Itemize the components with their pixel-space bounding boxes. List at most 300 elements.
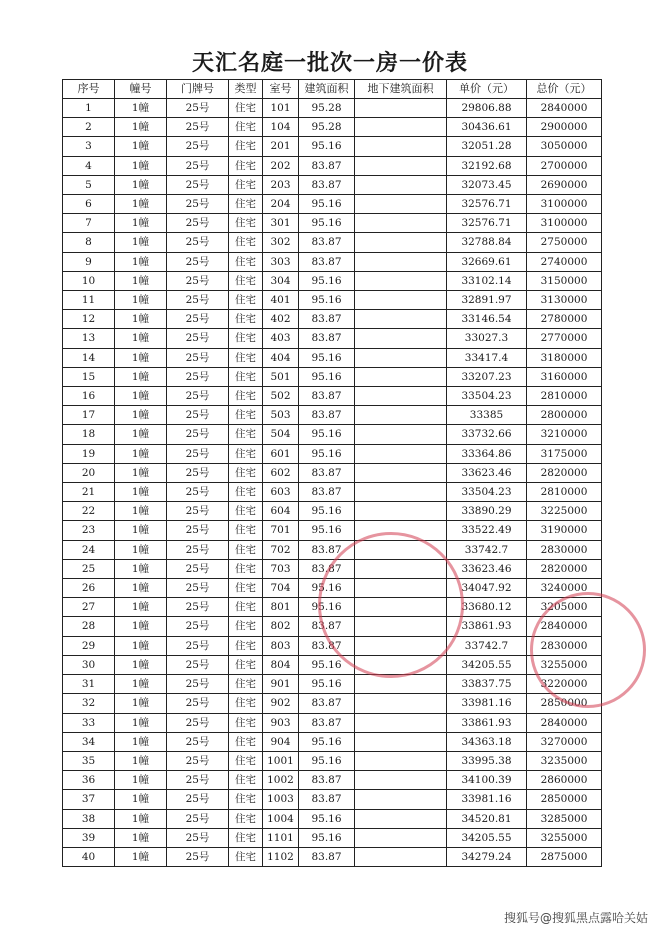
table-cell: 33364.86 xyxy=(447,444,527,463)
table-cell xyxy=(355,367,447,386)
table-cell: 32051.28 xyxy=(447,137,527,156)
table-cell: 95.16 xyxy=(299,675,355,694)
table-cell: 14 xyxy=(63,348,115,367)
table-row xyxy=(63,751,602,770)
table-cell: 住宅 xyxy=(229,771,263,790)
table-cell: 32891.97 xyxy=(447,291,527,310)
table-cell: 95.16 xyxy=(299,655,355,674)
table-cell: 34205.55 xyxy=(447,655,527,674)
table-cell: 25号 xyxy=(167,425,229,444)
table-cell: 2800000 xyxy=(527,406,602,425)
table-cell: 704 xyxy=(263,579,299,598)
table-cell: 33207.23 xyxy=(447,367,527,386)
table-row xyxy=(63,483,602,502)
table-cell xyxy=(355,348,447,367)
table-cell: 30436.61 xyxy=(447,118,527,137)
table-cell: 住宅 xyxy=(229,348,263,367)
table-cell: 住宅 xyxy=(229,214,263,233)
table-cell: 25号 xyxy=(167,252,229,271)
table-cell xyxy=(355,809,447,828)
table-cell: 32 xyxy=(63,694,115,713)
table-cell: 202 xyxy=(263,156,299,175)
table-cell: 住宅 xyxy=(229,713,263,732)
table-row xyxy=(63,579,602,598)
table-cell: 803 xyxy=(263,636,299,655)
table-body xyxy=(63,99,602,867)
table-cell: 33623.46 xyxy=(447,463,527,482)
table-cell: 83.87 xyxy=(299,252,355,271)
table-cell: 33890.29 xyxy=(447,502,527,521)
table-cell: 33732.66 xyxy=(447,425,527,444)
table-cell: 1幢 xyxy=(115,655,167,674)
table-cell: 95.16 xyxy=(299,214,355,233)
table-row xyxy=(63,406,602,425)
table-cell: 住宅 xyxy=(229,463,263,482)
table-cell: 25号 xyxy=(167,214,229,233)
table-cell: 19 xyxy=(63,444,115,463)
table-cell: 2 xyxy=(63,118,115,137)
table-cell: 3 xyxy=(63,137,115,156)
table-cell: 25号 xyxy=(167,387,229,406)
table-cell: 3210000 xyxy=(527,425,602,444)
table-cell: 33417.4 xyxy=(447,348,527,367)
table-cell: 7 xyxy=(63,214,115,233)
table-cell: 住宅 xyxy=(229,425,263,444)
table-cell: 3130000 xyxy=(527,291,602,310)
table-cell: 2690000 xyxy=(527,175,602,194)
table-cell: 2750000 xyxy=(527,233,602,252)
table-row xyxy=(63,790,602,809)
table-cell: 83.87 xyxy=(299,329,355,348)
table-cell: 12 xyxy=(63,310,115,329)
table-cell: 25号 xyxy=(167,771,229,790)
table-cell: 2830000 xyxy=(527,540,602,559)
table-cell: 3175000 xyxy=(527,444,602,463)
table-cell: 95.28 xyxy=(299,118,355,137)
table-cell: 904 xyxy=(263,732,299,751)
table-cell: 83.87 xyxy=(299,713,355,732)
table-cell: 22 xyxy=(63,502,115,521)
table-cell: 25号 xyxy=(167,348,229,367)
table-row xyxy=(63,444,602,463)
table-cell: 83.87 xyxy=(299,771,355,790)
table-cell: 1幢 xyxy=(115,732,167,751)
table-cell: 25号 xyxy=(167,809,229,828)
table-cell xyxy=(355,252,447,271)
table-cell: 902 xyxy=(263,694,299,713)
table-cell: 5 xyxy=(63,175,115,194)
table-cell: 83.87 xyxy=(299,175,355,194)
table-cell: 住宅 xyxy=(229,444,263,463)
table-cell: 住宅 xyxy=(229,483,263,502)
table-cell: 住宅 xyxy=(229,579,263,598)
table-cell: 住宅 xyxy=(229,252,263,271)
table-cell: 32788.84 xyxy=(447,233,527,252)
table-cell: 33837.75 xyxy=(447,675,527,694)
table-cell: 住宅 xyxy=(229,175,263,194)
table-cell: 1幢 xyxy=(115,809,167,828)
table-cell: 1幢 xyxy=(115,483,167,502)
table-cell: 33981.16 xyxy=(447,694,527,713)
table-cell: 33623.46 xyxy=(447,559,527,578)
table-cell: 24 xyxy=(63,540,115,559)
table-cell: 1幢 xyxy=(115,214,167,233)
table-cell: 6 xyxy=(63,195,115,214)
table-cell: 住宅 xyxy=(229,847,263,866)
table-cell: 25号 xyxy=(167,790,229,809)
column-header: 地下建筑面积 xyxy=(355,80,447,99)
table-cell: 8 xyxy=(63,233,115,252)
table-cell: 住宅 xyxy=(229,99,263,118)
table-cell: 83.87 xyxy=(299,310,355,329)
table-row xyxy=(63,329,602,348)
table-cell: 25号 xyxy=(167,675,229,694)
table-cell: 95.16 xyxy=(299,425,355,444)
table-cell: 1003 xyxy=(263,790,299,809)
table-row xyxy=(63,617,602,636)
table-cell: 25号 xyxy=(167,694,229,713)
table-cell: 3225000 xyxy=(527,502,602,521)
table-cell: 1幢 xyxy=(115,175,167,194)
table-cell: 3100000 xyxy=(527,195,602,214)
table-cell: 33861.93 xyxy=(447,617,527,636)
table-cell: 29806.88 xyxy=(447,99,527,118)
table-cell: 83.87 xyxy=(299,694,355,713)
column-header: 总价（元） xyxy=(527,80,602,99)
column-header: 建筑面积 xyxy=(299,80,355,99)
table-row xyxy=(63,118,602,137)
table-cell: 33981.16 xyxy=(447,790,527,809)
table-cell: 1幢 xyxy=(115,329,167,348)
table-cell xyxy=(355,790,447,809)
table-cell: 4 xyxy=(63,156,115,175)
table-cell: 25号 xyxy=(167,291,229,310)
table-cell: 住宅 xyxy=(229,137,263,156)
table-cell xyxy=(355,540,447,559)
table-cell: 33102.14 xyxy=(447,271,527,290)
table-cell xyxy=(355,310,447,329)
table-cell: 34520.81 xyxy=(447,809,527,828)
table-row xyxy=(63,502,602,521)
table-cell: 住宅 xyxy=(229,387,263,406)
table-cell: 3285000 xyxy=(527,809,602,828)
table-cell: 101 xyxy=(263,99,299,118)
table-cell: 2850000 xyxy=(527,694,602,713)
table-cell: 37 xyxy=(63,790,115,809)
table-cell: 1幢 xyxy=(115,233,167,252)
table-cell: 95.16 xyxy=(299,828,355,847)
table-cell: 38 xyxy=(63,809,115,828)
table-cell: 204 xyxy=(263,195,299,214)
table-cell: 33 xyxy=(63,713,115,732)
table-cell: 住宅 xyxy=(229,406,263,425)
table-cell xyxy=(355,732,447,751)
table-cell: 36 xyxy=(63,771,115,790)
table-cell: 95.16 xyxy=(299,348,355,367)
table-cell: 3220000 xyxy=(527,675,602,694)
table-row xyxy=(63,137,602,156)
table-cell: 1幢 xyxy=(115,99,167,118)
table-cell: 1幢 xyxy=(115,425,167,444)
table-cell: 95.16 xyxy=(299,367,355,386)
column-header: 门牌号 xyxy=(167,80,229,99)
table-row xyxy=(63,252,602,271)
table-cell: 1幢 xyxy=(115,367,167,386)
table-cell: 25号 xyxy=(167,329,229,348)
table-cell: 304 xyxy=(263,271,299,290)
table-cell: 95.16 xyxy=(299,291,355,310)
table-cell: 33680.12 xyxy=(447,598,527,617)
table-cell: 2860000 xyxy=(527,771,602,790)
table-row xyxy=(63,425,602,444)
table-row xyxy=(63,713,602,732)
table-cell: 83.87 xyxy=(299,156,355,175)
table-cell xyxy=(355,828,447,847)
table-cell: 39 xyxy=(63,828,115,847)
table-cell: 1幢 xyxy=(115,559,167,578)
table-cell xyxy=(355,387,447,406)
table-row xyxy=(63,521,602,540)
table-cell: 13 xyxy=(63,329,115,348)
table-cell xyxy=(355,444,447,463)
table-row xyxy=(63,233,602,252)
table-cell: 1幢 xyxy=(115,195,167,214)
table-cell: 住宅 xyxy=(229,271,263,290)
table-cell: 83.87 xyxy=(299,847,355,866)
column-header: 室号 xyxy=(263,80,299,99)
table-cell: 32576.71 xyxy=(447,195,527,214)
table-cell: 3240000 xyxy=(527,579,602,598)
table-cell xyxy=(355,271,447,290)
table-cell: 住宅 xyxy=(229,310,263,329)
table-cell: 34363.18 xyxy=(447,732,527,751)
table-row xyxy=(63,156,602,175)
table-cell: 2900000 xyxy=(527,118,602,137)
table-cell xyxy=(355,694,447,713)
table-cell: 25号 xyxy=(167,828,229,847)
table-cell: 35 xyxy=(63,751,115,770)
table-cell: 3270000 xyxy=(527,732,602,751)
table-cell: 25号 xyxy=(167,444,229,463)
table-cell: 503 xyxy=(263,406,299,425)
table-cell: 25号 xyxy=(167,636,229,655)
table-cell: 402 xyxy=(263,310,299,329)
table-cell: 104 xyxy=(263,118,299,137)
table-cell: 83.87 xyxy=(299,233,355,252)
table-cell: 95.16 xyxy=(299,751,355,770)
table-cell: 901 xyxy=(263,675,299,694)
table-cell: 住宅 xyxy=(229,233,263,252)
table-cell xyxy=(355,195,447,214)
table-cell: 1幢 xyxy=(115,790,167,809)
table-cell: 83.87 xyxy=(299,540,355,559)
table-cell: 21 xyxy=(63,483,115,502)
table-cell: 2700000 xyxy=(527,156,602,175)
table-cell: 3050000 xyxy=(527,137,602,156)
table-cell: 18 xyxy=(63,425,115,444)
table-cell: 1幢 xyxy=(115,847,167,866)
table-cell: 住宅 xyxy=(229,617,263,636)
table-cell: 20 xyxy=(63,463,115,482)
table-cell: 3205000 xyxy=(527,598,602,617)
table-cell xyxy=(355,771,447,790)
table-row xyxy=(63,828,602,847)
table-cell: 1幢 xyxy=(115,540,167,559)
table-cell: 住宅 xyxy=(229,367,263,386)
table-cell: 25号 xyxy=(167,617,229,636)
table-cell: 住宅 xyxy=(229,598,263,617)
table-cell: 25号 xyxy=(167,559,229,578)
column-header: 幢号 xyxy=(115,80,167,99)
table-cell: 25号 xyxy=(167,175,229,194)
table-row xyxy=(63,847,602,866)
table-cell: 83.87 xyxy=(299,617,355,636)
table-cell: 1幢 xyxy=(115,636,167,655)
table-cell: 32576.71 xyxy=(447,214,527,233)
table-cell: 903 xyxy=(263,713,299,732)
table-cell: 住宅 xyxy=(229,521,263,540)
table-cell: 2840000 xyxy=(527,617,602,636)
table-cell: 1101 xyxy=(263,828,299,847)
table-cell xyxy=(355,559,447,578)
table-cell: 95.16 xyxy=(299,579,355,598)
table-cell: 602 xyxy=(263,463,299,482)
table-cell: 603 xyxy=(263,483,299,502)
column-header: 序号 xyxy=(63,80,115,99)
table-row xyxy=(63,310,602,329)
table-cell: 31 xyxy=(63,675,115,694)
table-cell xyxy=(355,713,447,732)
table-cell xyxy=(355,233,447,252)
table-cell: 25号 xyxy=(167,521,229,540)
table-cell: 501 xyxy=(263,367,299,386)
table-cell: 801 xyxy=(263,598,299,617)
table-cell: 33861.93 xyxy=(447,713,527,732)
table-cell: 83.87 xyxy=(299,636,355,655)
table-cell: 26 xyxy=(63,579,115,598)
table-cell: 1幢 xyxy=(115,713,167,732)
table-cell: 601 xyxy=(263,444,299,463)
table-cell: 住宅 xyxy=(229,195,263,214)
table-cell: 3255000 xyxy=(527,828,602,847)
table-cell xyxy=(355,502,447,521)
table-cell: 95.16 xyxy=(299,444,355,463)
table-cell: 2840000 xyxy=(527,713,602,732)
table-row xyxy=(63,771,602,790)
table-cell: 33742.7 xyxy=(447,636,527,655)
table-cell: 33146.54 xyxy=(447,310,527,329)
table-cell: 25号 xyxy=(167,847,229,866)
table-cell: 25号 xyxy=(167,579,229,598)
table-cell: 25号 xyxy=(167,406,229,425)
table-cell xyxy=(355,463,447,482)
table-cell: 9 xyxy=(63,252,115,271)
table-cell: 33027.3 xyxy=(447,329,527,348)
table-row xyxy=(63,99,602,118)
table-cell: 1幢 xyxy=(115,521,167,540)
table-cell: 25号 xyxy=(167,233,229,252)
table-cell: 30 xyxy=(63,655,115,674)
table-cell: 802 xyxy=(263,617,299,636)
table-cell: 1幢 xyxy=(115,598,167,617)
table-cell: 95.16 xyxy=(299,502,355,521)
table-cell xyxy=(355,175,447,194)
table-cell: 1004 xyxy=(263,809,299,828)
table-cell xyxy=(355,521,447,540)
table-cell: 2740000 xyxy=(527,252,602,271)
table-cell: 住宅 xyxy=(229,540,263,559)
table-cell: 95.16 xyxy=(299,271,355,290)
table-cell: 1102 xyxy=(263,847,299,866)
table-cell: 25号 xyxy=(167,751,229,770)
table-cell: 住宅 xyxy=(229,828,263,847)
table-cell: 33995.38 xyxy=(447,751,527,770)
table-row xyxy=(63,463,602,482)
table-cell: 1幢 xyxy=(115,271,167,290)
column-header: 类型 xyxy=(229,80,263,99)
table-cell: 17 xyxy=(63,406,115,425)
table-cell xyxy=(355,636,447,655)
table-cell xyxy=(355,847,447,866)
table-cell: 25号 xyxy=(167,713,229,732)
table-cell: 25号 xyxy=(167,463,229,482)
table-cell: 32073.45 xyxy=(447,175,527,194)
table-cell: 302 xyxy=(263,233,299,252)
table-cell: 25号 xyxy=(167,156,229,175)
table-cell xyxy=(355,291,447,310)
price-table xyxy=(62,79,602,867)
table-cell: 95.16 xyxy=(299,195,355,214)
table-cell xyxy=(355,425,447,444)
table-cell: 11 xyxy=(63,291,115,310)
table-cell: 401 xyxy=(263,291,299,310)
table-row xyxy=(63,195,602,214)
table-cell: 33522.49 xyxy=(447,521,527,540)
table-cell: 15 xyxy=(63,367,115,386)
table-cell: 1幢 xyxy=(115,310,167,329)
table-cell xyxy=(355,655,447,674)
table-row xyxy=(63,732,602,751)
table-cell: 2830000 xyxy=(527,636,602,655)
table-cell: 28 xyxy=(63,617,115,636)
table-row xyxy=(63,175,602,194)
table-cell: 33504.23 xyxy=(447,483,527,502)
table-row xyxy=(63,675,602,694)
table-cell: 2810000 xyxy=(527,483,602,502)
table-cell: 住宅 xyxy=(229,291,263,310)
table-cell: 33385 xyxy=(447,406,527,425)
table-cell: 34047.92 xyxy=(447,579,527,598)
table-cell: 703 xyxy=(263,559,299,578)
table-row xyxy=(63,291,602,310)
table-cell xyxy=(355,751,447,770)
table-cell xyxy=(355,579,447,598)
table-cell: 25号 xyxy=(167,137,229,156)
table-cell: 3150000 xyxy=(527,271,602,290)
table-cell: 33504.23 xyxy=(447,387,527,406)
table-cell: 203 xyxy=(263,175,299,194)
table-cell xyxy=(355,329,447,348)
table-cell: 1幢 xyxy=(115,828,167,847)
table-cell: 1幢 xyxy=(115,463,167,482)
table-cell: 10 xyxy=(63,271,115,290)
table-cell: 3255000 xyxy=(527,655,602,674)
table-cell: 25号 xyxy=(167,118,229,137)
table-row xyxy=(63,694,602,713)
table-cell: 3190000 xyxy=(527,521,602,540)
table-cell: 1幢 xyxy=(115,694,167,713)
table-cell xyxy=(355,156,447,175)
